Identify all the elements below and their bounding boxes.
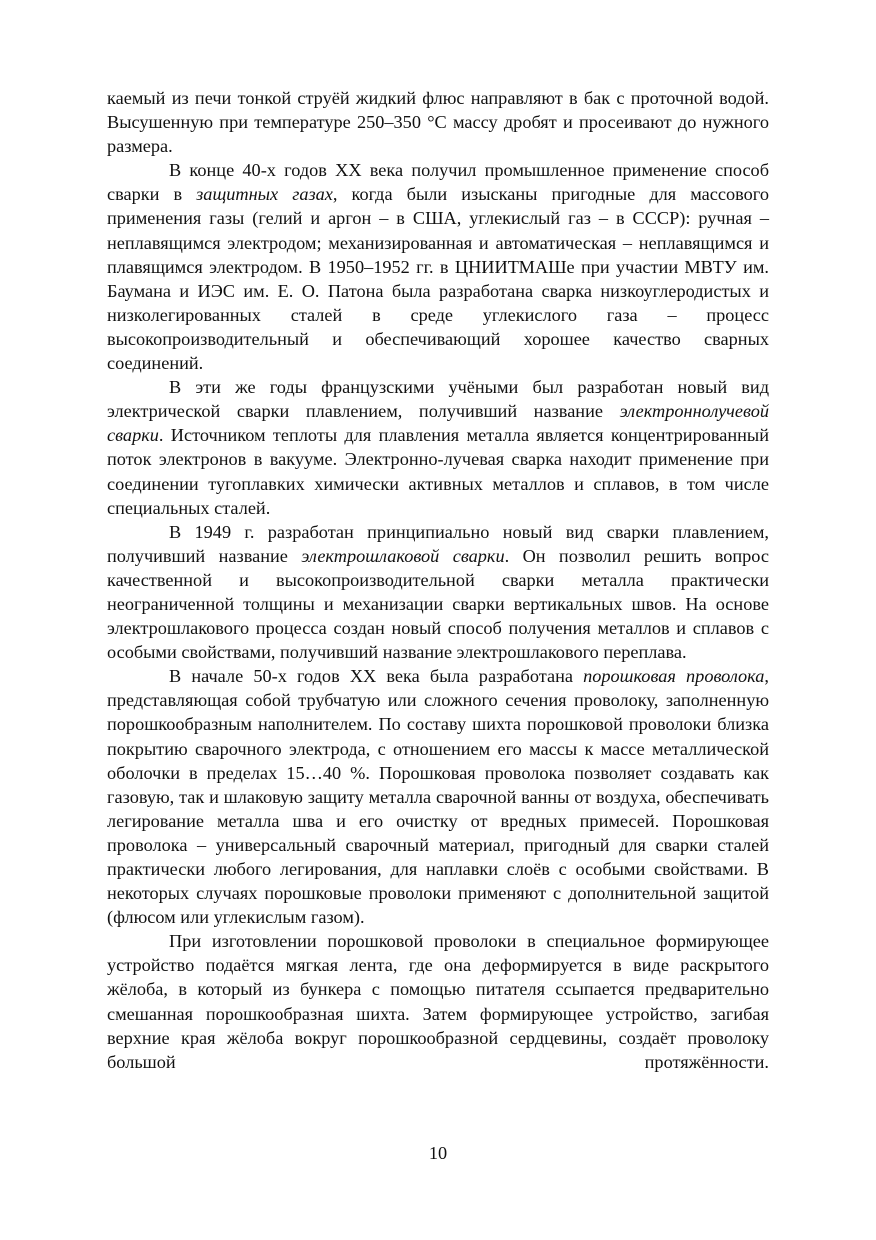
paragraph-flux-cored-wire [107, 664, 769, 929]
paragraph-text: В конце 40-х годов XX века получил промышленное применение способ сварки в [107, 160, 769, 205]
paragraph-continuation [107, 86, 769, 158]
paragraph-shielding-gas-welding [107, 158, 769, 375]
paragraph-text: . Он позволил решить вопрос качественной и высокопроизводительной сварки металла практически неограниченной толщины и механизации сварки вертикальных швов. На основе электрошлакового процесса создан новый способ получения металлов и сплавов с особыми свойствами, получивший название электрошлакового переплава. [107, 545, 769, 663]
page-number: 10 [428, 1143, 448, 1163]
term-electroslag-welding: электрошлаковой сварки [301, 545, 505, 566]
paragraph-text: , представляющая собой трубчатую или сложного сечения проволоку, заполненную порошкообразным наполнителем. По составу шихта порошковой проволоки близка покрытию сварочного электрода, с отношением его массы к массе металлической оболочки в пределах 15…40 %. Порошковая проволока позволяет создавать как газовую, так и шлаковую защиту металла сварочной ванны от воздуха, обеспечивать легирование металла шва и его очистку от вредных примесей. Порошковая проволока – универсальный сварочный материал, пригодный для сварки сталей практически любого легирования, для наплавки слоёв с особыми свойствами. В некоторых случаях порошковые проволоки применяют с дополнительной защитой (флюсом или углекислым газом). [107, 666, 769, 928]
paragraph-electron-beam-welding [107, 375, 769, 520]
term-flux-cored-wire: порошковая проволока [583, 666, 765, 687]
paragraph-text: . Источником теплоты для плавления металла является концентрированный поток электронов в вакууме. Электронно-лучевая сварка находит применение при соединении тугоплавких химически активных металлов и сплавов, в том числе специальных сталей. [107, 425, 769, 518]
paragraph-wire-manufacturing [107, 929, 769, 1074]
paragraph-text: В 1949 г. разработан принципиально новый вид сварки плавлением, получивший название [107, 521, 769, 566]
term-shielding-gases: защитных газах [196, 184, 333, 205]
page-body [107, 86, 769, 1074]
paragraph-text: В начале 50-х годов XX века была разработана [169, 666, 584, 687]
paragraph-text: , когда были изысканы пригодные для массового применения газы (гелий и аргон – в США, углекислый газ – в СССР): ручная – неплавящимся электродом; механизированная и автоматическая – неплавящимся и плавящимся электродом. В 1950–1952 гг. в ЦНИИТМАШе при участии МВТУ им. Баумана и ИЭС им. Е. О. Патона была разработана сварка низкоуглеродистых и низколегированных сталей в среде углекислого газа – процесс высокопроизводительный и обеспечивающий хорошее качество сварных соединений. [107, 184, 769, 374]
paragraph-text: В эти же годы французскими учёными был разработан новый вид электрической сварки плавлением, получивший название [107, 377, 769, 422]
paragraph-text: каемый из печи тонкой струёй жидкий флюс направляют в бак с проточной водой. Высушенную при температуре 250–350 °С массу дробят и просеивают до нужного размера. [107, 88, 769, 157]
term-electron-beam-welding: электроннолучевой сварки [107, 401, 769, 446]
paragraph-electroslag-welding [107, 520, 769, 665]
paragraph-text: При изготовлении порошковой проволоки в специальное формирующее устройство подаётся мягкая лента, где она деформируется в виде раскрытого жёлоба, в который из бункера с помощью питателя ссыпается предварительно смешанная порошкообразная шихта. Затем формирующее устройство, загибая верхние края жёлоба вокруг порошкообразной сердцевины, создаёт проволоку большой протяжённости. [107, 931, 769, 1072]
